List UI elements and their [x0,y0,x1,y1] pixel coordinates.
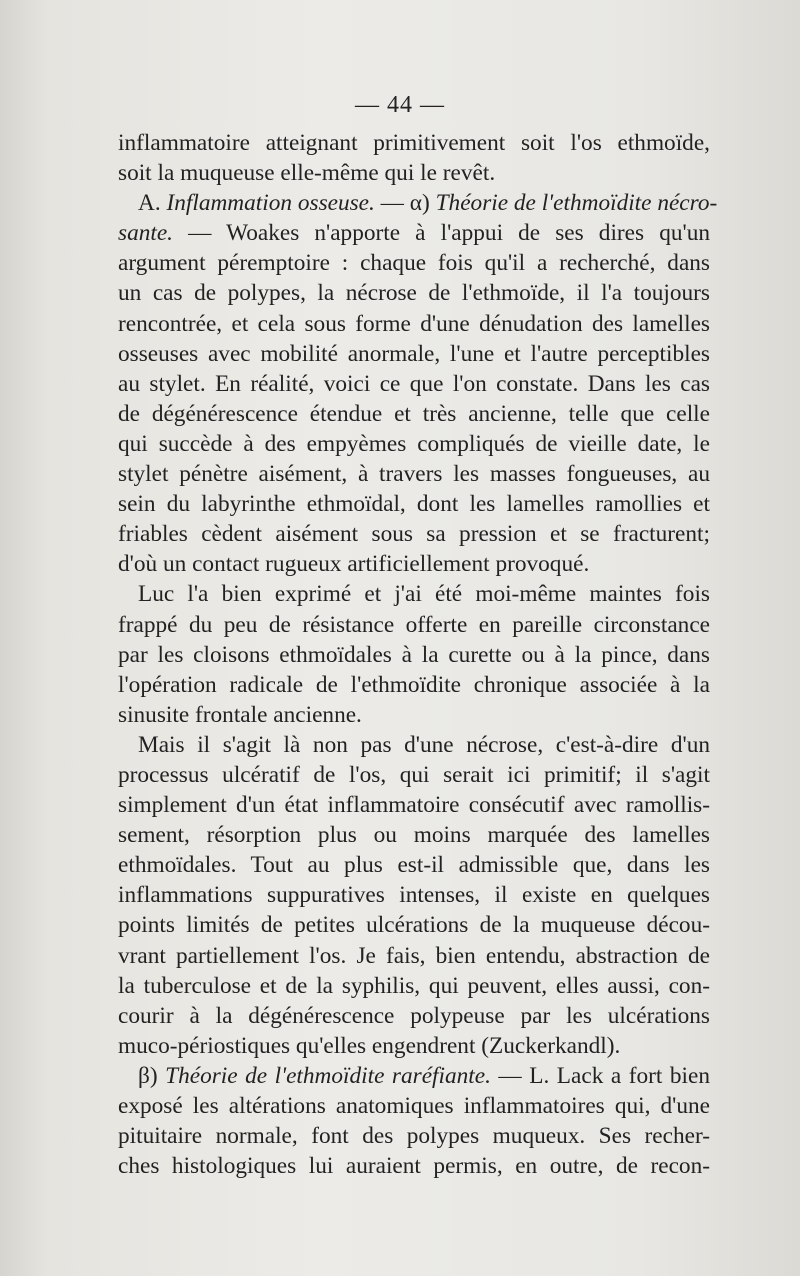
text-line: inflammatoire atteignant primitivement soit l'os ethmoïde, [118,130,710,156]
italic-segment: Théorie de l'ethmoïdite raréfiante. [165,1062,491,1089]
text-line: muco-périostiques qu'elles engendrent (Zuckerkandl). [118,1032,621,1059]
text-line [118,1061,710,1091]
text-line: argument péremptoire : chaque fois qu'il a recherché, dans [118,250,710,277]
text-line: par les cloisons ethmoïdales à la curette ou à la pince, dans [118,641,710,668]
italic-segment: Théorie de l'ethmoïdite nécro- [435,190,718,217]
text-line: friables cèdent aisément sous sa pression et se fracturent; [118,521,710,548]
text-line [118,188,718,218]
text-line: frappé du peu de résistance offerte en pareille circonstance [118,611,710,638]
text-line: sein du labyrinthe ethmoïdal, dont les lamelles ramollies et [118,491,710,518]
text-line: osseuses avec mobilité anormale, l'une et l'autre perceptibles [118,340,710,367]
text-line: rencontrée, et cela sous forme d'une dénudation des lamelles [118,310,710,337]
text-segment: β) [138,1062,166,1089]
body-text [118,128,718,1181]
text-line: vrant partiellement l'os. Je fais, bien entendu, abstraction de [118,942,710,969]
text-line: inflammations suppuratives intenses, il existe en quelques [118,882,710,909]
page-number: — 44 — [355,92,445,118]
text-segment: — L. Lack a fort bien [490,1062,710,1089]
text-line: au stylet. En réalité, voici ce que l'on constate. Dans les cas [118,370,710,397]
text-line: ches histologiques lui auraient permis, en outre, de recon- [118,1153,710,1180]
text-line: stylet pénètre aisément, à travers les masses fongueuses, au [118,461,710,488]
text-line: un cas de polypes, la nécrose de l'ethmoïde, il l'a toujours [118,280,710,307]
text-line: sement, résorption plus ou moins marquée des lamelles [118,822,710,849]
text-line: sinusite frontale ancienne. [118,701,362,728]
text-line: de dégénérescence étendue et très ancienne, telle que celle [118,400,710,427]
text-segment: A. [138,190,167,217]
text-line: soit la muqueuse elle-même qui le revêt. [118,160,496,187]
italic-segment: sante. [118,220,174,247]
text-line: ethmoïdales. Tout au plus est-il admissible que, dans les [118,852,710,879]
text-line: points limités de petites ulcérations de la muqueuse décou- [118,912,710,939]
italic-segment: Inflammation osseuse. [166,190,375,217]
text-line: la tuberculose et de la syphilis, qui peuvent, elles aussi, con- [118,972,710,999]
text-line: Mais il s'agit là non pas d'une nécrose, c'est-à-dire d'un [138,731,710,758]
text-line: exposé les altérations anatomiques inflammatoires qui, d'une [118,1093,710,1119]
text-line: l'opération radicale de l'ethmoïdite chronique associée à la [118,671,710,698]
text-line: qui succède à des empyèmes compliqués de vieille date, le [118,430,710,457]
text-segment: — α) [374,190,436,217]
text-segment: — Woakes n'apporte à l'appui de ses dires qu'un [173,220,710,247]
text-line: pituitaire normale, font des polypes muqueux. Ses recher- [118,1123,710,1150]
text-line: d'où un contact rugueux artificiellement provoqué. [118,551,590,578]
text-line: Luc l'a bien exprimé et j'ai été moi-même maintes fois [138,581,710,608]
text-line: courir à la dégénérescence polypeuse par les ulcérations [118,1002,710,1029]
text-line: processus ulcératif de l'os, qui serait ici primitif; il s'agit [118,761,710,788]
text-line: simplement d'un état inflammatoire consécutif avec ramollis- [118,792,710,819]
text-line [118,218,710,248]
